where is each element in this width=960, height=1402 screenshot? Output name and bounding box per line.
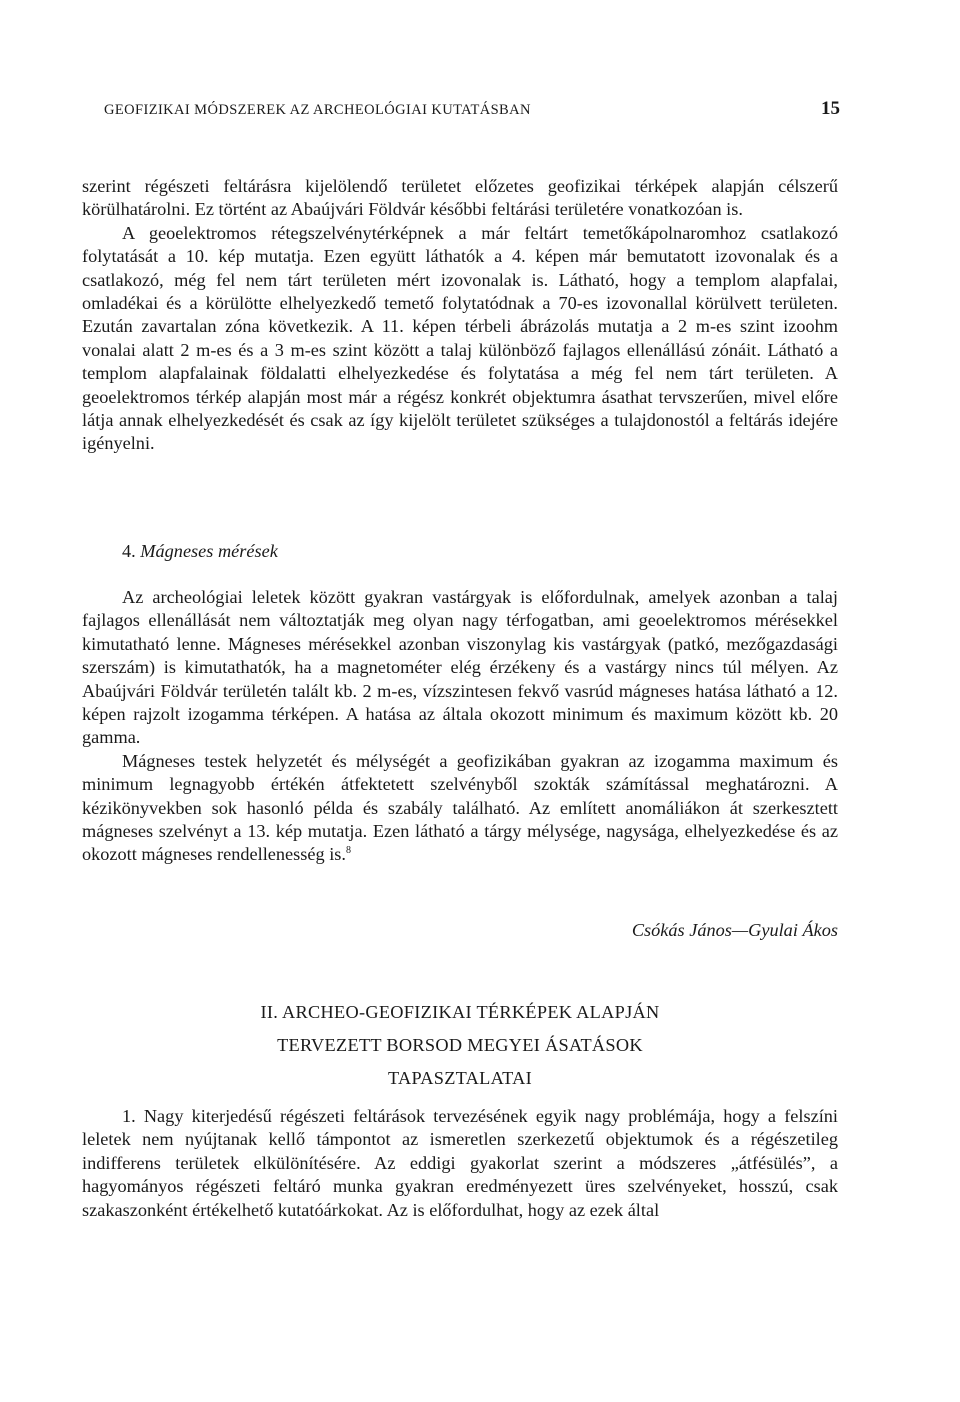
paragraph <box>82 750 838 867</box>
author-signature: Csókás János—Gyulai Ákos <box>631 920 838 940</box>
paragraph: Az archeológiai leletek között gyakran vastárgyak is előfordulnak, amelyek azonban a talaj fajlagos ellenállását nem változtatják meg olyan nagy térfogatban, ami geoelektromos mérésekkel kimutatható lenne. Mágneses mérésekkel azonban viszonylag kis vastárgyak (patkó, mezőgazdasági szerszám) is kimutathatók, ha a magnetométer elég érzékeny és a vastárgy nincs túl mélyen. Az Abaújvári Földvár területén talált kb. 2 m-es, vízszintesen fekvő vasrúd mágneses hatása látható a 12. képen rajzolt izogamma térképen. A hatása az általa okozott minimum és maximum között kb. 20 gamma. <box>82 587 838 748</box>
chapter-title <box>82 996 838 1095</box>
section-heading <box>122 541 278 562</box>
paragraph-text: Mágneses testek helyzetét és mélységét a geofizikában gyakran az izogamma maximum és minimum legnagyobb értékén átfektetett szelvényből szokták számítással meghatározni. A kézikönyvekben sok hasonló példa és szabály található. Az említett anomáliákon át szerkesztett mágneses szelvényt a 13. kép mutatja. Ezen látható a tárgy mélysége, nagysága, elhelyezkedése és az okozott mágneses rendellenesség is. <box>82 750 838 865</box>
page-number: 15 <box>821 98 840 119</box>
chapter-title-line: II. ARCHEO-GEOFIZIKAI TÉRKÉPEK ALAPJÁN <box>260 1002 660 1022</box>
section-number: 4. <box>122 541 136 561</box>
footnote-reference[interactable]: 8 <box>346 845 351 857</box>
page-header <box>104 98 840 120</box>
body-text-block-2 <box>82 586 838 867</box>
paragraph: szerint régészeti feltárásra kijelölendő területet előzetes geofizikai térképek alapján célszerű körülhatárolni. Ez történt az Abaújvári Földvár későbbi feltárási területére vonatkozóan is. <box>82 176 838 220</box>
paragraph: A geoelektromos rétegszelvénytérképnek a már feltárt temetőkápolnaromhoz csatlakozó folytatását a 10. kép mutatja. Ezen együtt láthatók a 4. képen már bemutatott izovonalak és a csatlakozó, még fel nem tárt területen mért izovonalak is. Látható, hogy a templom alapfalai, omladékai és a körülötte elhelyezkedő temető folytatódnak a 70-es izovonallal körülvett területen. Ezután zavartalan zóna következik. A 11. képen térbeli ábrázolás mutatja a 2 m-es szint izoohm vonalai alatt 2 m-es és a 3 m-es szint között a talaj különböző fajlagos ellenállású zónáit. Látható a templom alapfalainak földalatti elhelyezkedése és folytatása a még fel nem tárt területen. A geoelektromos térkép alapján most már a régész konkrét objektumra ásathat tervszerűen, mivel előre látja annak elhelyezkedését és csak az így kijelölt területet szükséges a tulajdonostól a feltárás idejére igényelni. <box>82 222 838 454</box>
chapter-title-line: TAPASZTALATAI <box>387 1068 533 1088</box>
chapter-title-line: TERVEZETT BORSOD MEGYEI ÁSATÁSOK <box>277 1035 643 1055</box>
running-head: GEOFIZIKAI MÓDSZEREK AZ ARCHEOLÓGIAI KUTATÁSBAN <box>104 102 531 118</box>
section-title: Mágneses mérések <box>140 541 278 561</box>
body-text-block-3 <box>82 1105 838 1222</box>
body-text-block-1 <box>82 175 838 456</box>
paragraph: 1. Nagy kiterjedésű régészeti feltárások tervezésének egyik nagy problémája, hogy a felszíni leletek nem nyújtanak kellő támpontot az ismeretlen szerkezetű objektumok és a régészetileg indifferens területek elkülönítésére. Az eddigi gyakorlat szerint a módszeres „átfésülés”, a hagyományos régészeti feltáró munka gyakran eredményezett üres szelvényeket, hosszú, csak szakaszonként értékelhető kutatóárkokat. Az is előfordulhat, hogy az ezek által <box>82 1106 838 1220</box>
